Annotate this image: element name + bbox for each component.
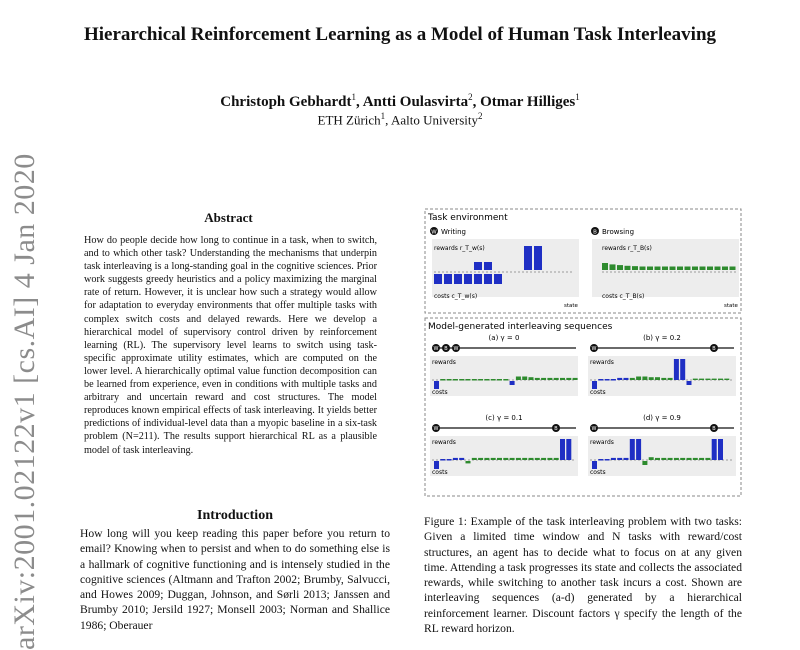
reward-bar — [661, 458, 666, 460]
reward-bar — [611, 458, 616, 460]
cost-bar — [444, 274, 452, 284]
cost-bar — [434, 274, 442, 284]
reward-bar — [503, 458, 508, 460]
costs-label: costs — [432, 469, 448, 476]
rewards-label: rewards — [590, 439, 614, 446]
task-switch-letter: B — [554, 426, 558, 432]
reward-bar — [630, 378, 635, 380]
reward-bar — [560, 439, 565, 460]
costs-label: costs — [590, 469, 606, 476]
browsing-label: Browsing — [602, 228, 635, 236]
reward-bar — [560, 378, 565, 380]
reward-bar — [642, 377, 647, 381]
reward-bar — [573, 378, 578, 380]
reward-bar — [730, 267, 736, 271]
zero-bar — [611, 379, 616, 381]
reward-bar — [636, 377, 641, 381]
reward-bar — [541, 458, 546, 460]
zero-bar — [605, 379, 610, 381]
reward-bar — [668, 458, 673, 460]
cost-bar — [434, 381, 439, 389]
reward-bar — [674, 458, 679, 460]
reward-bar — [566, 439, 571, 460]
sequence-panel — [430, 414, 578, 476]
cost-bar — [510, 381, 515, 385]
reward-bar — [554, 458, 559, 460]
reward-bar — [535, 378, 540, 380]
cost-bar — [474, 274, 482, 284]
reward-bar — [535, 458, 540, 460]
reward-bar — [484, 262, 492, 270]
reward-bar — [715, 267, 721, 271]
reward-bar — [497, 458, 502, 460]
author-name: Christoph Gebhardt — [220, 94, 352, 110]
abstract-heading: Abstract — [204, 210, 253, 225]
browsing-badge-letter: B — [593, 229, 597, 236]
author-affil-mark: 1 — [351, 92, 357, 102]
reward-bar — [524, 246, 532, 270]
task-switch-letter: W — [453, 346, 459, 352]
reward-bar — [685, 267, 691, 271]
task-switch-letter: W — [591, 346, 597, 352]
zero-bar — [503, 379, 508, 381]
task-switch-letter: B — [712, 426, 716, 432]
reward-bar — [472, 458, 477, 460]
reward-bar — [617, 458, 622, 460]
reward-bar — [718, 439, 723, 460]
browsing-costs-label: costs c_T_B(s) — [602, 293, 645, 300]
reward-bar — [610, 264, 616, 270]
task-switch-letter: W — [433, 346, 439, 352]
reward-bar — [722, 267, 728, 271]
reward-bar — [632, 266, 638, 270]
env-title: Task environment — [428, 213, 508, 223]
reward-bar — [674, 359, 679, 380]
reward-bar — [655, 377, 660, 380]
costs-label: costs — [432, 389, 448, 396]
reward-bar — [617, 378, 622, 380]
reward-bar — [692, 267, 698, 271]
sequence-label: (d) γ = 0.9 — [643, 414, 681, 422]
reward-bar — [617, 265, 623, 270]
affiliation-name: Aalto University — [390, 112, 478, 128]
author-name: Antti Oulasvirta — [362, 94, 469, 110]
abstract-text: How do people decide how long to continue in a task, when to switch, and to which other task? Understanding the mechanisms that underpin task interleaving is a long-standing goal in the cognitive sciences. Prior work suggests greedy heuristics and a policy maximizing the marginal rate of return. However, it is unclear how such a strategy would allow for adaptation to everyday environments that offer multiple tasks with complex switch costs and delayed rewards. Here we develop a hierarchical model of supervisory control driven by reinforcement learning (RL). The supervisory level learns to switch using task-specific approximate utility estimates, which are computed on the lower level. A hierarchically optimal value function decomposition can be learned from experience, even in conditions with multiple tasks and arbitrary and uncertain reward and cost structures. The model reproduces known empirical effects of task interleaving. It yields better predictions of individual-level data than a myopic baseline in a six-task problem (N=211). The results support hierarchical RL as a plausible model of task interleaving. — [84, 235, 377, 456]
reward-bar — [680, 458, 685, 460]
reward-bar — [522, 377, 527, 381]
reward-bar — [707, 267, 713, 271]
author-affil-mark: 2 — [468, 92, 473, 102]
affiliation-mark: 2 — [477, 111, 483, 121]
affiliation-mark: 1 — [380, 111, 386, 121]
reward-bar — [724, 379, 729, 380]
browsing-rewards-label: rewards r_T_B(s) — [602, 245, 652, 252]
zero-bar — [497, 379, 502, 381]
reward-bar — [547, 458, 552, 460]
reward-bar — [712, 379, 717, 380]
cost-bar — [494, 274, 502, 284]
reward-bar — [522, 458, 527, 460]
affiliation-sep: , — [385, 112, 391, 128]
reward-bar — [677, 267, 683, 271]
writing-costs-label: costs c_T_w(s) — [434, 293, 478, 300]
reward-bar — [699, 458, 704, 460]
reward-bar — [705, 379, 710, 380]
cost-bar — [592, 381, 597, 389]
cost-bar — [484, 274, 492, 284]
writing-state-label: state — [564, 303, 578, 309]
reward-bar — [459, 458, 464, 460]
reward-bar — [625, 266, 631, 270]
reward-bar — [602, 263, 608, 270]
cost-bar — [464, 274, 472, 284]
writing-badge-letter: W — [431, 229, 437, 236]
zero-bar — [453, 379, 458, 381]
task-switch-letter: W — [591, 426, 597, 432]
reward-bar — [484, 458, 489, 460]
reward-bar — [529, 458, 534, 460]
reward-bar — [705, 458, 710, 460]
sequence-panel — [588, 334, 736, 396]
reward-bar — [529, 377, 534, 380]
reward-bar — [541, 378, 546, 380]
reward-bar — [516, 458, 521, 460]
writing-rewards-label: rewards r_T_w(s) — [434, 245, 485, 252]
rewards-label: rewards — [432, 439, 456, 446]
sequence-label: (b) γ = 0.2 — [643, 334, 681, 342]
reward-bar — [474, 262, 482, 270]
rewards-label: rewards — [590, 359, 614, 366]
cost-bar — [454, 274, 462, 284]
zero-bar — [466, 379, 471, 381]
sequence-panel — [430, 334, 578, 396]
cost-bar — [687, 381, 692, 385]
zero-bar — [440, 379, 445, 381]
costs-label: costs — [590, 389, 606, 396]
reward-bar — [661, 378, 666, 380]
reward-bar — [630, 439, 635, 460]
reward-bar — [636, 439, 641, 460]
zero-bar — [447, 459, 452, 461]
reward-bar — [668, 378, 673, 380]
sequence-label: (a) γ = 0 — [488, 334, 520, 342]
reward-bar — [699, 379, 704, 380]
affiliation-name: ETH Zürich — [317, 112, 381, 128]
figure-1 — [424, 208, 742, 498]
reward-bar — [680, 359, 685, 380]
figure-caption: Figure 1: Example of the task interleaving problem with two tasks: Given a limited time window and N tasks with reward/cost structures, an agent has to decide what to focus on at any given time. Attending a task progresses its state and collects the associated rewards, while switching to another task incurs a cost. Shown are interleaving sequences (a-d) generated by a hierarchical reinforcement learner. Discount factors γ specify the length of the RL reward horizon. — [424, 515, 742, 636]
zero-bar — [605, 459, 610, 461]
zero-bar — [447, 379, 452, 381]
zero-bar — [484, 379, 489, 381]
reward-bar — [687, 458, 692, 460]
reward-bar — [693, 458, 698, 460]
cost-bar — [466, 461, 471, 463]
reward-bar — [662, 267, 668, 271]
author-affil-mark: 1 — [575, 92, 580, 102]
cost-bar — [592, 461, 597, 469]
zero-bar — [598, 379, 603, 381]
introduction-heading: Introduction — [197, 508, 273, 523]
reward-bar — [624, 378, 629, 380]
reward-bar — [655, 458, 660, 460]
sequence-panel — [588, 414, 736, 476]
zero-bar — [491, 379, 496, 381]
reward-bar — [649, 377, 654, 380]
cost-bar — [434, 461, 439, 469]
task-switch-letter: B — [712, 346, 716, 352]
author-list — [0, 92, 800, 111]
sequence-title: Model-generated interleaving sequences — [428, 322, 613, 332]
sequence-label: (c) γ = 0.1 — [485, 414, 523, 422]
reward-bar — [566, 378, 571, 380]
author-sep: , — [472, 94, 481, 110]
reward-bar — [534, 246, 542, 270]
browsing-state-label: state — [724, 303, 738, 309]
introduction-text: How long will you keep reading this paper before you return to email? Knowing when to persist and when to do something else is a hallmark of cognitive functioning and is intensely studied in the cognitive sciences (Altmann and Trafton 2002; Brumby, Salvucci, and Howes 2009; Duggan, Johnson, and Sørli 2013; Janssen and Brumby 2010; Jersild 1927; Monsell 2003; Norman and Shallice 1986; Oberauer — [80, 527, 390, 632]
reward-bar — [554, 378, 559, 380]
reward-bar — [649, 457, 654, 460]
zero-bar — [472, 379, 477, 381]
zero-bar — [598, 459, 603, 461]
reward-bar — [693, 379, 698, 380]
reward-bar — [516, 377, 521, 381]
reward-bar — [670, 267, 676, 271]
reward-bar — [624, 458, 629, 460]
task-switch-letter: W — [433, 426, 439, 432]
task-switch-letter: B — [444, 346, 448, 352]
reward-bar — [647, 267, 653, 271]
reward-bar — [700, 267, 706, 271]
reward-bar — [718, 379, 723, 380]
author-name: Otmar Hilliges — [480, 94, 576, 110]
zero-bar — [478, 379, 483, 381]
cost-bar — [642, 461, 647, 465]
reward-bar — [453, 458, 458, 460]
author-sep: , — [356, 94, 363, 110]
writing-label: Writing — [441, 228, 466, 236]
zero-bar — [440, 459, 445, 461]
paper-title: Hierarchical Reinforcement Learning as a Model of Human Task Interleaving — [83, 24, 717, 45]
rewards-label: rewards — [432, 359, 456, 366]
reward-bar — [491, 458, 496, 460]
reward-bar — [640, 267, 646, 271]
reward-bar — [547, 378, 552, 380]
zero-bar — [459, 379, 464, 381]
reward-bar — [510, 458, 515, 460]
reward-bar — [655, 267, 661, 271]
affiliations — [0, 111, 800, 128]
reward-bar — [712, 439, 717, 460]
arxiv-stamp: arXiv:2001.02122v1 [cs.AI] 4 Jan 2020 — [8, 153, 41, 650]
reward-bar — [478, 458, 483, 460]
